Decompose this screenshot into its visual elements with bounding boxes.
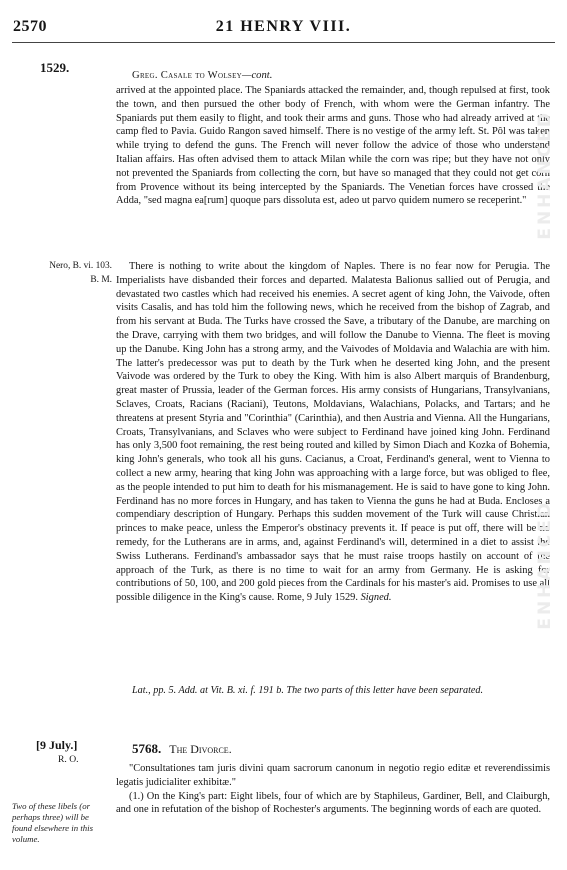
watermark-lower: ENHANCED [535,500,555,630]
letter-paragraph-1 [116,84,550,208]
handwritten-margin-note: Two of these libels (or perhaps three) will be found elsewhere in this volume. [12,801,94,844]
entry-title-text: The Divorce. [169,742,232,756]
year-marker: 1529. [40,60,70,75]
entry-date: [9 July.] [36,738,78,752]
running-title: 21 HENRY VIII. [215,18,352,35]
letter-paragraph-2 [116,260,550,605]
entry-source: R. O. [58,754,79,765]
entry-heading [132,70,272,81]
page-header [0,18,567,40]
item-1: (1.) On the King's part: Eight libels, four of which are by Staphileus, Gardiner, Bell, and Claiburgh, and one in refutation of the bishop of Rochester's arguments. The beginning words of each are quoted. [116,790,550,816]
margin-ref-source: Nero, B. vi. 103. [49,261,112,271]
divorce-entry [116,762,550,817]
header-rule [12,42,555,43]
latin-quote: "Consultationes tam juris divini quam sacrorum canonum in negotio regio editæ et reverendissimis legatis judicialiter exhibitæ." [116,763,550,788]
entry-number: 5768. [132,741,162,756]
paragraph-text: There is nothing to write about the kingdom of Naples. There is no fear now for Perugia. The Imperialists have disbanded their forces and departed. Malatesta Balionus sallied out of Perugia, and devastated two castles which had received his enemies. A secret agent of king John, the Vaivode, often visits Casalis, and has told him the following news, which he received from the bishop of Zagrab, and from his servant at Buda. The Turks have crossed the Save, a tributary of the Danube, are marching on the Drave, carrying with them two bridges, and will follow the Danube to Vienna. The fleet is moving up the Danube. King John has a strong army, and the Vaivodes of Moldavia and Walachia are with him. The latter's predecessor was put to death by the Turk when he deserted king John, and the present Vaivode was ordered by the Turk to obey the King. With him is also Albert marquis of Brandenburg, great master of Prussia, leader of the German forces. His army consists of Hungarians, Transylvanians, Sclaves, Croats, Racians (Raciani), Teutons, Moldavians, Walachians, Polacks, and Tartars; and he threatens at present Styria and "Corinthia" (Carinthia), and then Austria and Vienna. All the Hungarians, Croats, Transylvanians, and Sclaves who were subject to Ferdinand have joined king John. Ferdinand has only 3,500 foot remaining, the rest being routed and killed by Simon Diach and Kozka of Bohemia, king John's generals, who took all his guns. Cacianus, a Croat, Ferdinand's general, went to Vienna to collect a new army, hearing that king John was approaching with a large force, but was obliged to flee, as the people intended to put him to death for his mismanagement. He is said to have gone to king John. Ferdinand has no more forces in Hungary, and has taken to Vienna the guns he had at Buda. Encloses a compendiary description of Hungary. Perhaps this sudden movement of the Turk will cause Christian princes to make peace, unless the Emperor's obstinacy prevents it. If peace is put off, there will be no remedy, for the Lutherans are in arms, and, against Ferdinand's will, determined in a diet to assist the Swiss Lutherans. Ferdinand's ambassador says that he must raise troops hastily on account of the approach of the Turk, as there is no time to wait for an army from Germany. He is asking for contributions of 50, 100, and 200 gold pieces from the Cardinals for his master's aid. Promises to use all possible diligence in the King's cause. Rome, 9 July 1529. [116,261,550,604]
page-number: 2570 [13,18,47,35]
citation-text: Lat., pp. 5. Add. at Vit. B. xi. f. 191 b. The two parts of this letter have been separated. [132,685,484,696]
watermark-upper: ENHANCED [535,110,555,240]
citation [132,684,550,698]
entry-title [132,741,232,757]
entry-heading-cont: —cont. [242,70,273,81]
entry-heading-label: Greg. Casale to Wolsey [132,70,243,81]
paragraph-text: arrived at the appointed place. The Spaniards attacked the remainder, and, though repulsed at first, took the town, and then pursued the other body of French, with whom were the German infantry. The Spaniards put them easily to flight, and took their arms and guns. Those who had already arrived at the camp fled to Pavia. Guido Rangon saved himself. There is no vestige of the army left. St. Pôl was taken while trying to defend the guns. The French will never follow the advice of those who understand Italian affairs. Has often advised them to attack Milan while the corn was ripe; but they have not only not prevented the Spaniards from collecting the corn, but have so managed that they could not get corn from Provence without its being intercepted by the Spaniards. The Venetian forces have crossed the Adda, "sed magna ea[rum] quoque pars dissoluta est, adeo ut parvo quidem numero se receperint." [116,85,550,207]
margin-ref-archive: B. M. [90,274,112,285]
signed-note: Signed. [360,592,392,604]
margin-reference [30,260,112,288]
